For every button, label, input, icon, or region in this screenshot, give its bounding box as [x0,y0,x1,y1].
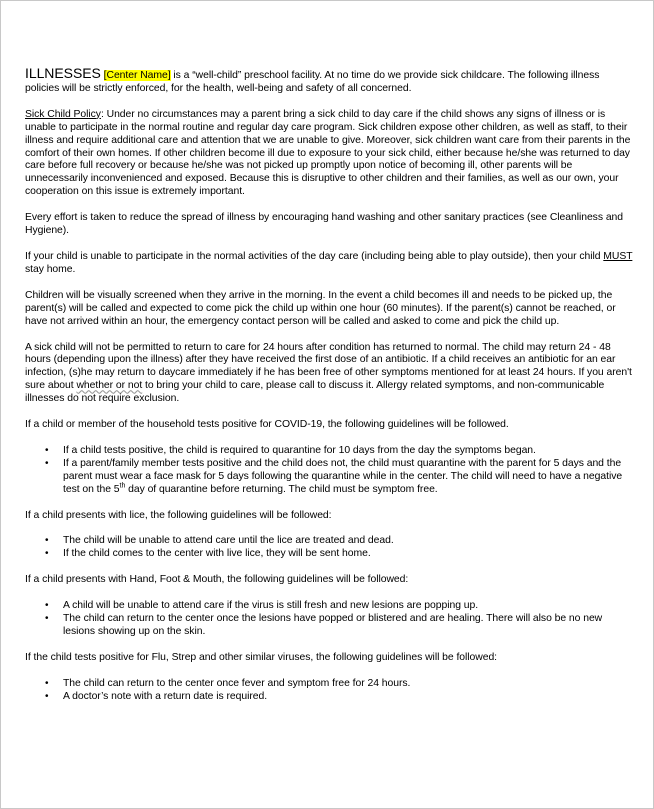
participation-text-end: stay home. [25,263,76,275]
document-body [25,67,635,704]
covid-guidelines-list [25,445,635,497]
list-item [25,691,635,704]
covid-item-text: If a child tests positive, the child is required to quarantine for 10 days from the day the symptoms began. [63,444,536,456]
sick-child-policy-text: : Under no circumstances may a parent bring a sick child to day care if the child shows any signs of illness or is unable to participate in the normal routine and regular day care program. Sick children expose other children, as well as staff, to their illness and require additional care and attention that we are unable to give. Moreover, sick children want care from their parents in the comfort of their own homes. If other children become ill due to exposure to your sick child, either because he/she was returned to day care before full recovery or because he/she was not picked up promptly upon notice of becoming ill, other parents will be unnecessarily inconvenienced and exposed. Because this is disruptive to other children and their families, as well as our own, your cooperation on this issue is extremely important. [25,108,631,198]
list-item [25,678,635,691]
bullet-icon: • [45,444,49,456]
participation-paragraph [25,251,635,277]
bullet-icon: • [45,535,49,547]
bullet-icon: • [45,690,49,702]
bullet-icon: • [45,613,49,625]
list-item [25,535,635,548]
hfm-item-text: A child will be unable to attend care if the virus is still fresh and new lesions are popping up. [63,600,479,612]
hand-foot-mouth-guidelines-list [25,600,635,639]
hygiene-paragraph: Every effort is taken to reduce the spread of illness by encouraging hand washing and other sanitary practices (see Cleanliness and Hygiene). [25,212,624,237]
must-emphasis: MUST [603,250,633,262]
lice-item-text: The child will be unable to attend care until the lice are treated and dead. [63,535,394,547]
intro-text: is a “well-child” preschool facility. At no time do we provide sick childcare. The following illness policies will be strictly enforced, for the health, well-being and safety of all concerned. [25,70,600,94]
lice-guidelines-list [25,535,635,561]
list-item [25,613,635,639]
list-item [25,600,635,613]
bullet-icon: • [45,457,49,469]
bullet-icon: • [45,600,49,612]
intro-paragraph [25,67,635,96]
center-name-placeholder: [Center Name] [103,70,171,81]
bullet-icon: • [45,548,49,560]
sick-child-policy-label: Sick Child Policy [25,108,101,120]
covid-intro: If a child or member of the household tests positive for COVID-19, the following guidelines will be followed. [25,419,509,431]
flu-item-text: A doctor’s note with a return date is required. [63,690,268,702]
covid-item-text-end: day of quarantine before returning. The child must be symptom free. [125,483,438,495]
return-to-care-paragraph [25,342,635,407]
flu-item-text: The child can return to the center once fever and symptom free for 24 hours. [63,677,411,689]
flu-strep-intro: If the child tests positive for Flu, Strep and other similar viruses, the following guidelines will be followed: [25,651,498,663]
hand-foot-mouth-intro: If a child presents with Hand, Foot & Mouth, the following guidelines will be followed: [25,574,409,586]
list-item [25,548,635,561]
flu-strep-guidelines-list [25,678,635,704]
bullet-icon: • [45,677,49,689]
list-item [25,445,635,458]
hfm-item-text: The child can return to the center once the lesions have popped or blistered and are healing. There will also be no new lesions showing up on the skin. [63,613,603,637]
list-item [25,458,635,497]
screening-paragraph: Children will be visually screened when they arrive in the morning. In the event a child becomes ill and needs to be picked up, the parent(s) will be called and expected to come pick the child up within one hour (60 minutes). If the parent(s) cannot be reached, or have not arrived within an hour, the emergency contact person will be called and asked to come and pick the child up. [25,289,616,327]
participation-text-start: If your child is unable to participate in the normal activities of the day care (including being able to play outside), then your child [25,250,604,262]
return-text-start: A sick child will not be permitted to return to care for 24 hours after condition has returned to normal. The child may return 24 - 48 hours (depending upon the illness) after they have received the first dose of an antibiotic. If a child receives an antibiotic for an ear infection, (s)he may return to daycare immediately if he has been free of other symptoms mentioned for at least 24 hours. If you aren't sure about [25,341,632,392]
return-text-end: to bring your child to care, please call to discuss it. Allergy related symptoms, and non-communicable illnesses do not require exclusion. [25,380,605,405]
covid-item-text: If a parent/family member tests positive and the child does not, the child must quarantine with the parent for 5 days and the parent must wear a face mask for 5 days following the quarantine while in the center. The child will need to have a negative test on the 5 [63,457,623,495]
lice-item-text: If the child comes to the center with live lice, they will be sent home. [63,548,371,560]
whether-or-not-text: whether or not [76,380,143,392]
lice-intro: If a child presents with lice, the following guidelines will be followed: [25,509,332,521]
section-title: ILLNESSES [25,65,101,81]
ordinal-suffix: th [119,482,126,490]
sick-child-policy-paragraph [25,109,635,199]
